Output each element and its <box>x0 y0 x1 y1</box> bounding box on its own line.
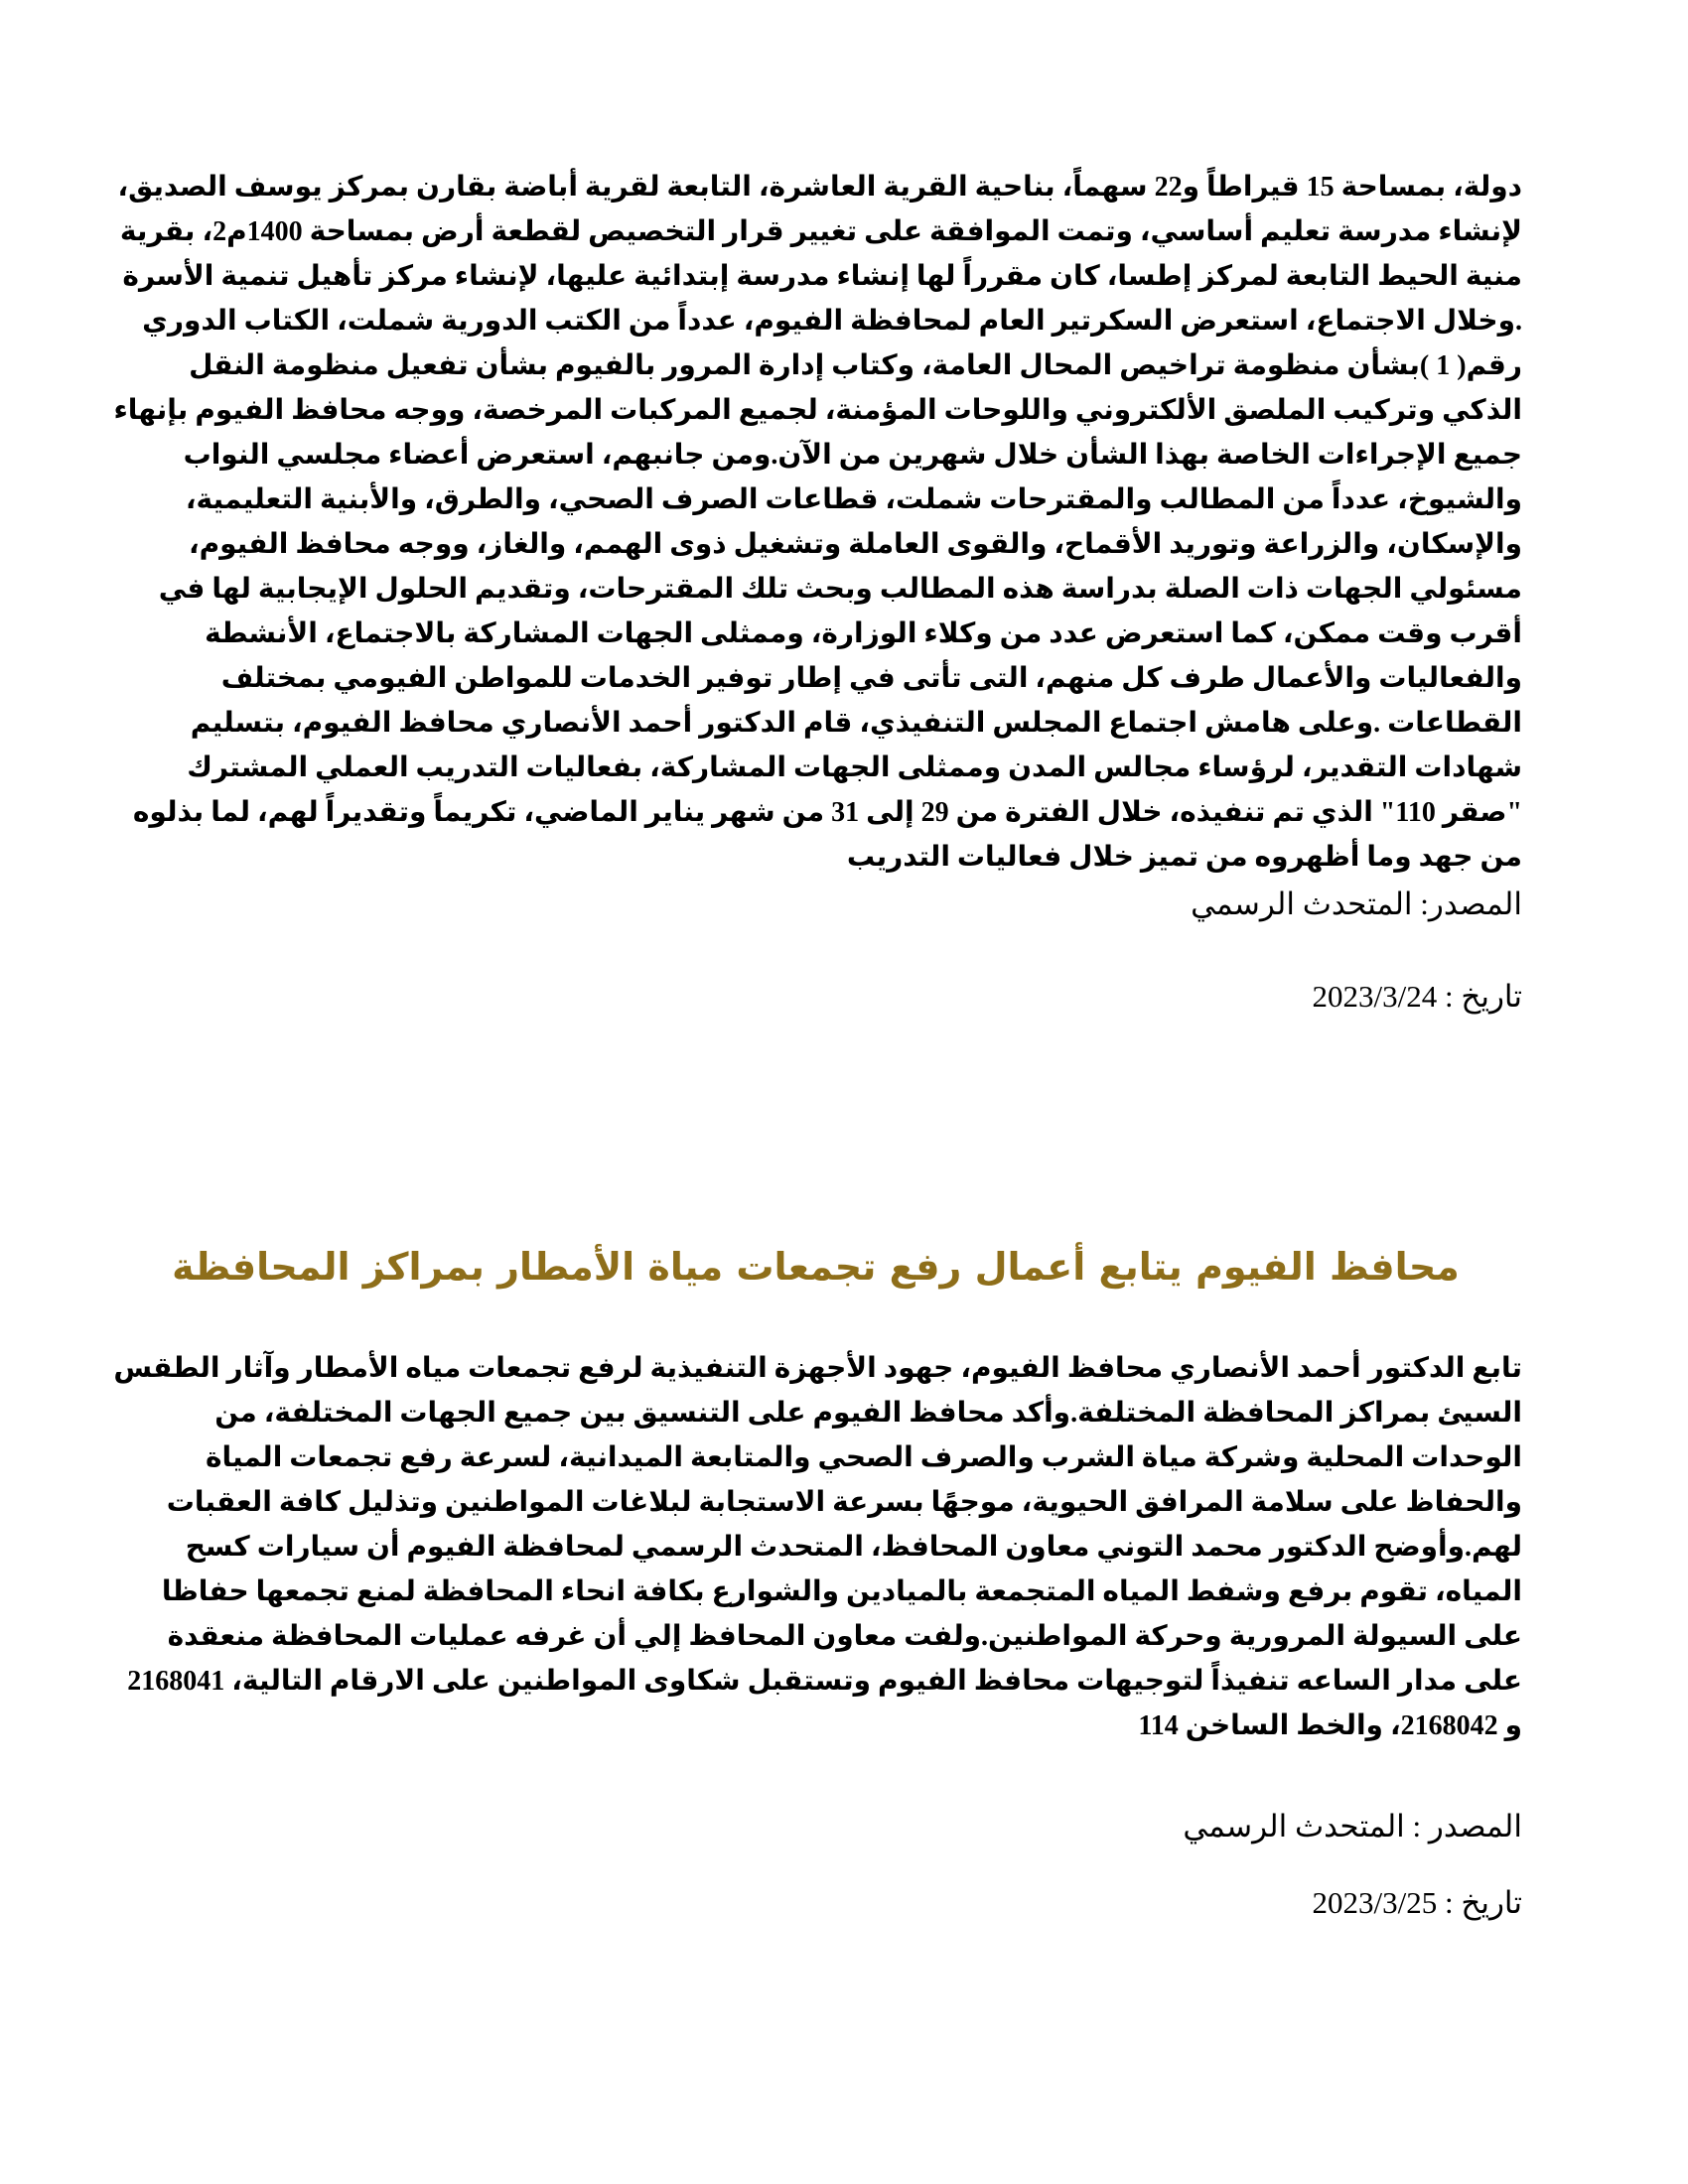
article-rain-source-line: المصدر : المتحدث الرسمي <box>1183 1809 1522 1843</box>
article-continuation-date-line: تاريخ : 2023/3/24 <box>1312 979 1522 1014</box>
article-rain-title: محافظ الفيوم يتابع أعمال رفع تجمعات مياة الأمطار بمراكز المحافظة <box>172 1245 1460 1289</box>
article-continuation-source-line: المصدر: المتحدث الرسمي <box>1191 887 1522 921</box>
article-rain-date-line: تاريخ : 2023/3/25 <box>1312 1885 1522 1920</box>
article-rain-body: تابع الدكتور أحمد الأنصاري محافظ الفيوم، جهود الأجهزة التنفيذية لرفع تجمعات مياه الأمطار وآثار الطقس السيئ بمراكز المحافظة المختلفة.وأكد محافظ الفيوم على التنسيق بين جميع الجهات المختلفة، من الوحدات المحلية وشركة مياة الشرب والصرف الصحي والمتابعة الميدانية، لسرعة رفع تجمعات المياة والحفاظ على سلامة المرافق الحيوية، موجهًا بسرعة الاستجابة لبلاغات المواطنين وتذليل كافة العقبات لهم.وأوضح الدكتور محمد التوني معاون المحافظ، المتحدث الرسمي لمحافظة الفيوم أن سيارات كسح المياه، تقوم برفع وشفط المياه المتجمعة بالميادين والشوارع بكافة انحاء المحافظة لمنع تجمعها حفاظا على السيولة المرورية وحركة المواطنين.ولفت معاون المحافظ إلي أن غرفه عمليات المحافظة منعقدة على مدار الساعه تنفيذاً لتوجيهات محافظ الفيوم وتستقبل شكاوى المواطنين على الارقام التالية، 2168041 و 2168042، والخط الساخن 114 <box>113 1353 1522 1741</box>
article-rain-section <box>109 1239 1522 1925</box>
article-continuation-body: دولة، بمساحة 15 قيراطاً و22 سهماً، بناحية القرية العاشرة، التابعة لقرية أباضة بقارن بمركز يوسف الصديق، لإنشاء مدرسة تعليم أساسي، وتمت الموافقة على تغيير قرار التخصيص لقطعة أرض بمساحة 1400م2، بقرية منية الحيط التابعة لمركز إطسا، كان مقرراً لها إنشاء مدرسة إبتدائية عليها، لإنشاء مركز تأهيل تنمية الأسرة .وخلال الاجتماع، استعرض السكرتير العام لمحافظة الفيوم، عدداً من الكتب الدورية شملت، الكتاب الدوري رقم( 1 )بشأن منظومة تراخيص المحال العامة، وكتاب إدارة المرور بالفيوم بشأن تفعيل منظومة النقل الذكي وتركيب الملصق الألكتروني واللوحات المؤمنة، لجميع المركبات المرخصة، ووجه محافظ الفيوم بإنهاء جميع الإجراءات الخاصة بهذا الشأن خلال شهرين من الآن.ومن جانبهم، استعرض أعضاء مجلسي النواب والشيوخ، عدداً من المطالب والمقترحات شملت، قطاعات الصرف الصحي، والطرق، والأبنية التعليمية، والإسكان، والزراعة وتوريد الأقماح، والقوى العاملة وتشغيل ذوى الهمم، والغاز، ووجه محافظ الفيوم، مسئولي الجهات ذات الصلة بدراسة هذه المطالب وبحث تلك المقترحات، وتقديم الحلول الإيجابية لها في أقرب وقت ممكن، كما استعرض عدد من وكلاء الوزارة، وممثلى الجهات المشاركة بالاجتماع، الأنشطة والفعاليات والأعمال طرف كل منهم، التى تأتى في إطار توفير الخدمات للمواطن الفيومي بمختلف القطاعات .وعلى هامش اجتماع المجلس التنفيذي، قام الدكتور أحمد الأنصاري محافظ الفيوم، بتسليم شهادات التقدير، لرؤساء مجالس المدن وممثلى الجهات المشاركة، بفعاليات التدريب العملي المشترك "صقر 110" الذي تم تنفيذه، خلال الفترة من 29 إلى 31 من شهر يناير الماضي، تكريماً وتقديراً لهم، لما بذلوه من جهد وما أظهروه من تميز خلال فعاليات التدريب <box>113 172 1522 873</box>
article-continuation-section <box>109 165 1522 1019</box>
